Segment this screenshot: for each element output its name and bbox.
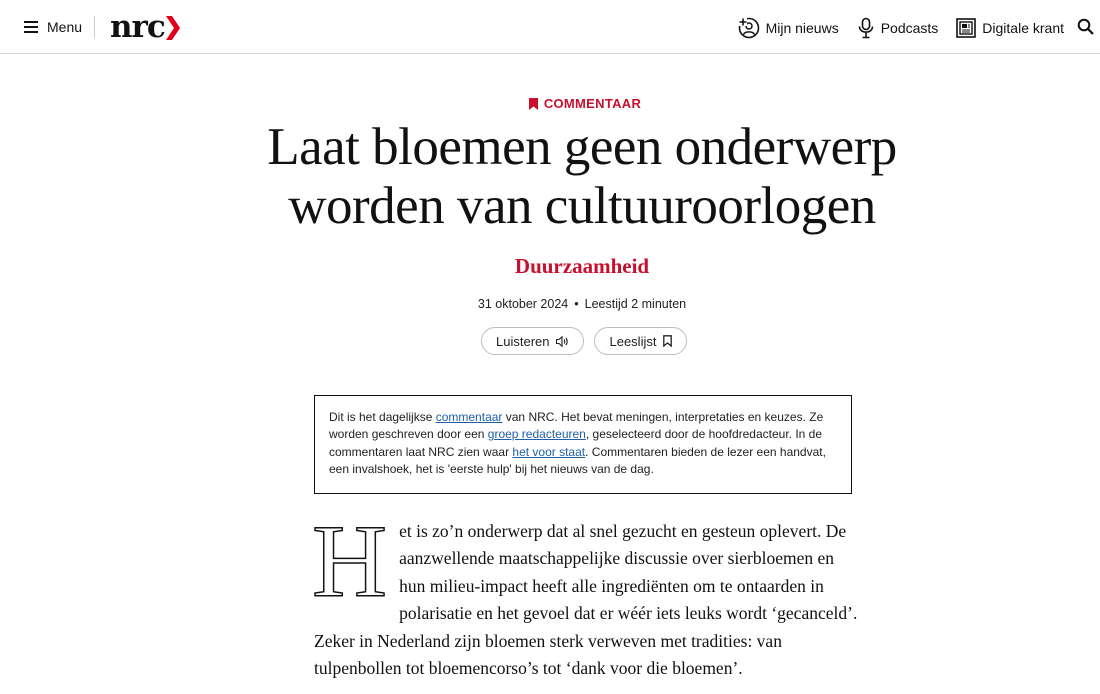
user-plus-icon bbox=[738, 17, 760, 39]
search-icon bbox=[1077, 18, 1094, 35]
hamburger-icon bbox=[24, 21, 38, 33]
speaker-icon bbox=[556, 336, 569, 347]
microphone-icon bbox=[857, 17, 875, 39]
site-header bbox=[0, 0, 1100, 54]
het-voor-staat-link[interactable]: het voor staat bbox=[512, 444, 586, 459]
commentaar-link[interactable]: commentaar bbox=[435, 410, 503, 424]
kicker-label: COMMENTAAR bbox=[543, 96, 642, 111]
info-text: van NRC. Het bevat meningen, interpretaties en keuzes. Ze worden geschreven door een bbox=[329, 410, 824, 442]
nav-item-podcasts[interactable] bbox=[857, 17, 939, 39]
menu-label: Menu bbox=[47, 19, 83, 35]
article-title: Laat bloemen geen onderwerp worden van cultuuroorlogen bbox=[267, 118, 897, 235]
menu-button[interactable] bbox=[24, 15, 82, 39]
article-actions bbox=[481, 327, 687, 355]
newspaper-icon bbox=[956, 18, 976, 38]
info-text: Dit is het dagelijkse bbox=[329, 410, 436, 424]
header-divider bbox=[94, 16, 95, 38]
groep-redacteuren-link[interactable]: groep redacteuren bbox=[487, 427, 586, 442]
listen-button[interactable] bbox=[481, 327, 584, 355]
info-text: . Commentaren bieden de lezer een handvat, een invalshoek, het is 'eerste hulp' bij het nieuws van de dag. bbox=[329, 444, 826, 477]
listen-label: Luisteren bbox=[496, 333, 550, 349]
kicker bbox=[0, 96, 1100, 111]
logo-chevron-icon bbox=[166, 16, 180, 40]
topic-link[interactable]: Duurzaamheid bbox=[514, 254, 650, 278]
commentary-info-box bbox=[314, 395, 852, 494]
info-text: , geselecteerd door de hoofdredacteur. In de commentaren laat NRC zien waar bbox=[329, 427, 823, 459]
search-button[interactable] bbox=[1077, 18, 1094, 40]
nav-label: Digitale krant bbox=[982, 20, 1064, 36]
meta-separator: • bbox=[574, 297, 579, 311]
article-body bbox=[312, 504, 862, 682]
readlist-label: Leeslijst bbox=[609, 333, 657, 349]
nav-label: Mijn nieuws bbox=[765, 20, 839, 36]
header-nav bbox=[738, 15, 1064, 41]
article-date: 31 oktober 2024 bbox=[477, 297, 569, 311]
bookmark-icon bbox=[529, 98, 538, 110]
article-meta bbox=[0, 297, 1100, 311]
readlist-button[interactable] bbox=[594, 327, 687, 355]
body-paragraph: et is zo’n onderwerp dat al snel gezucht en gesteun oplevert. De aanzwellende maatschappelijke discussie over sierbloemen en hun milieu-impact heeft alle ingrediënten om te ontaarden in polarisatie en het gevoel dat er wéér iets leuks wordt ‘gecanceld’. Zeker in Nederland zijn bloemen sterk verweven met tradities: van tulpenbollen tot bloemencorso’s tot ‘dank voor die bloemen’. bbox=[314, 521, 858, 679]
nav-item-digitale-krant[interactable] bbox=[956, 18, 1064, 38]
logo-text: nrc bbox=[110, 8, 165, 45]
nrc-logo[interactable] bbox=[110, 10, 180, 44]
nav-label: Podcasts bbox=[880, 20, 939, 36]
drop-cap: H bbox=[312, 504, 388, 619]
nav-item-mijn-nieuws[interactable] bbox=[738, 17, 839, 39]
reading-time: Leestijd 2 minuten bbox=[584, 297, 687, 311]
bookmark-outline-icon bbox=[663, 335, 672, 347]
